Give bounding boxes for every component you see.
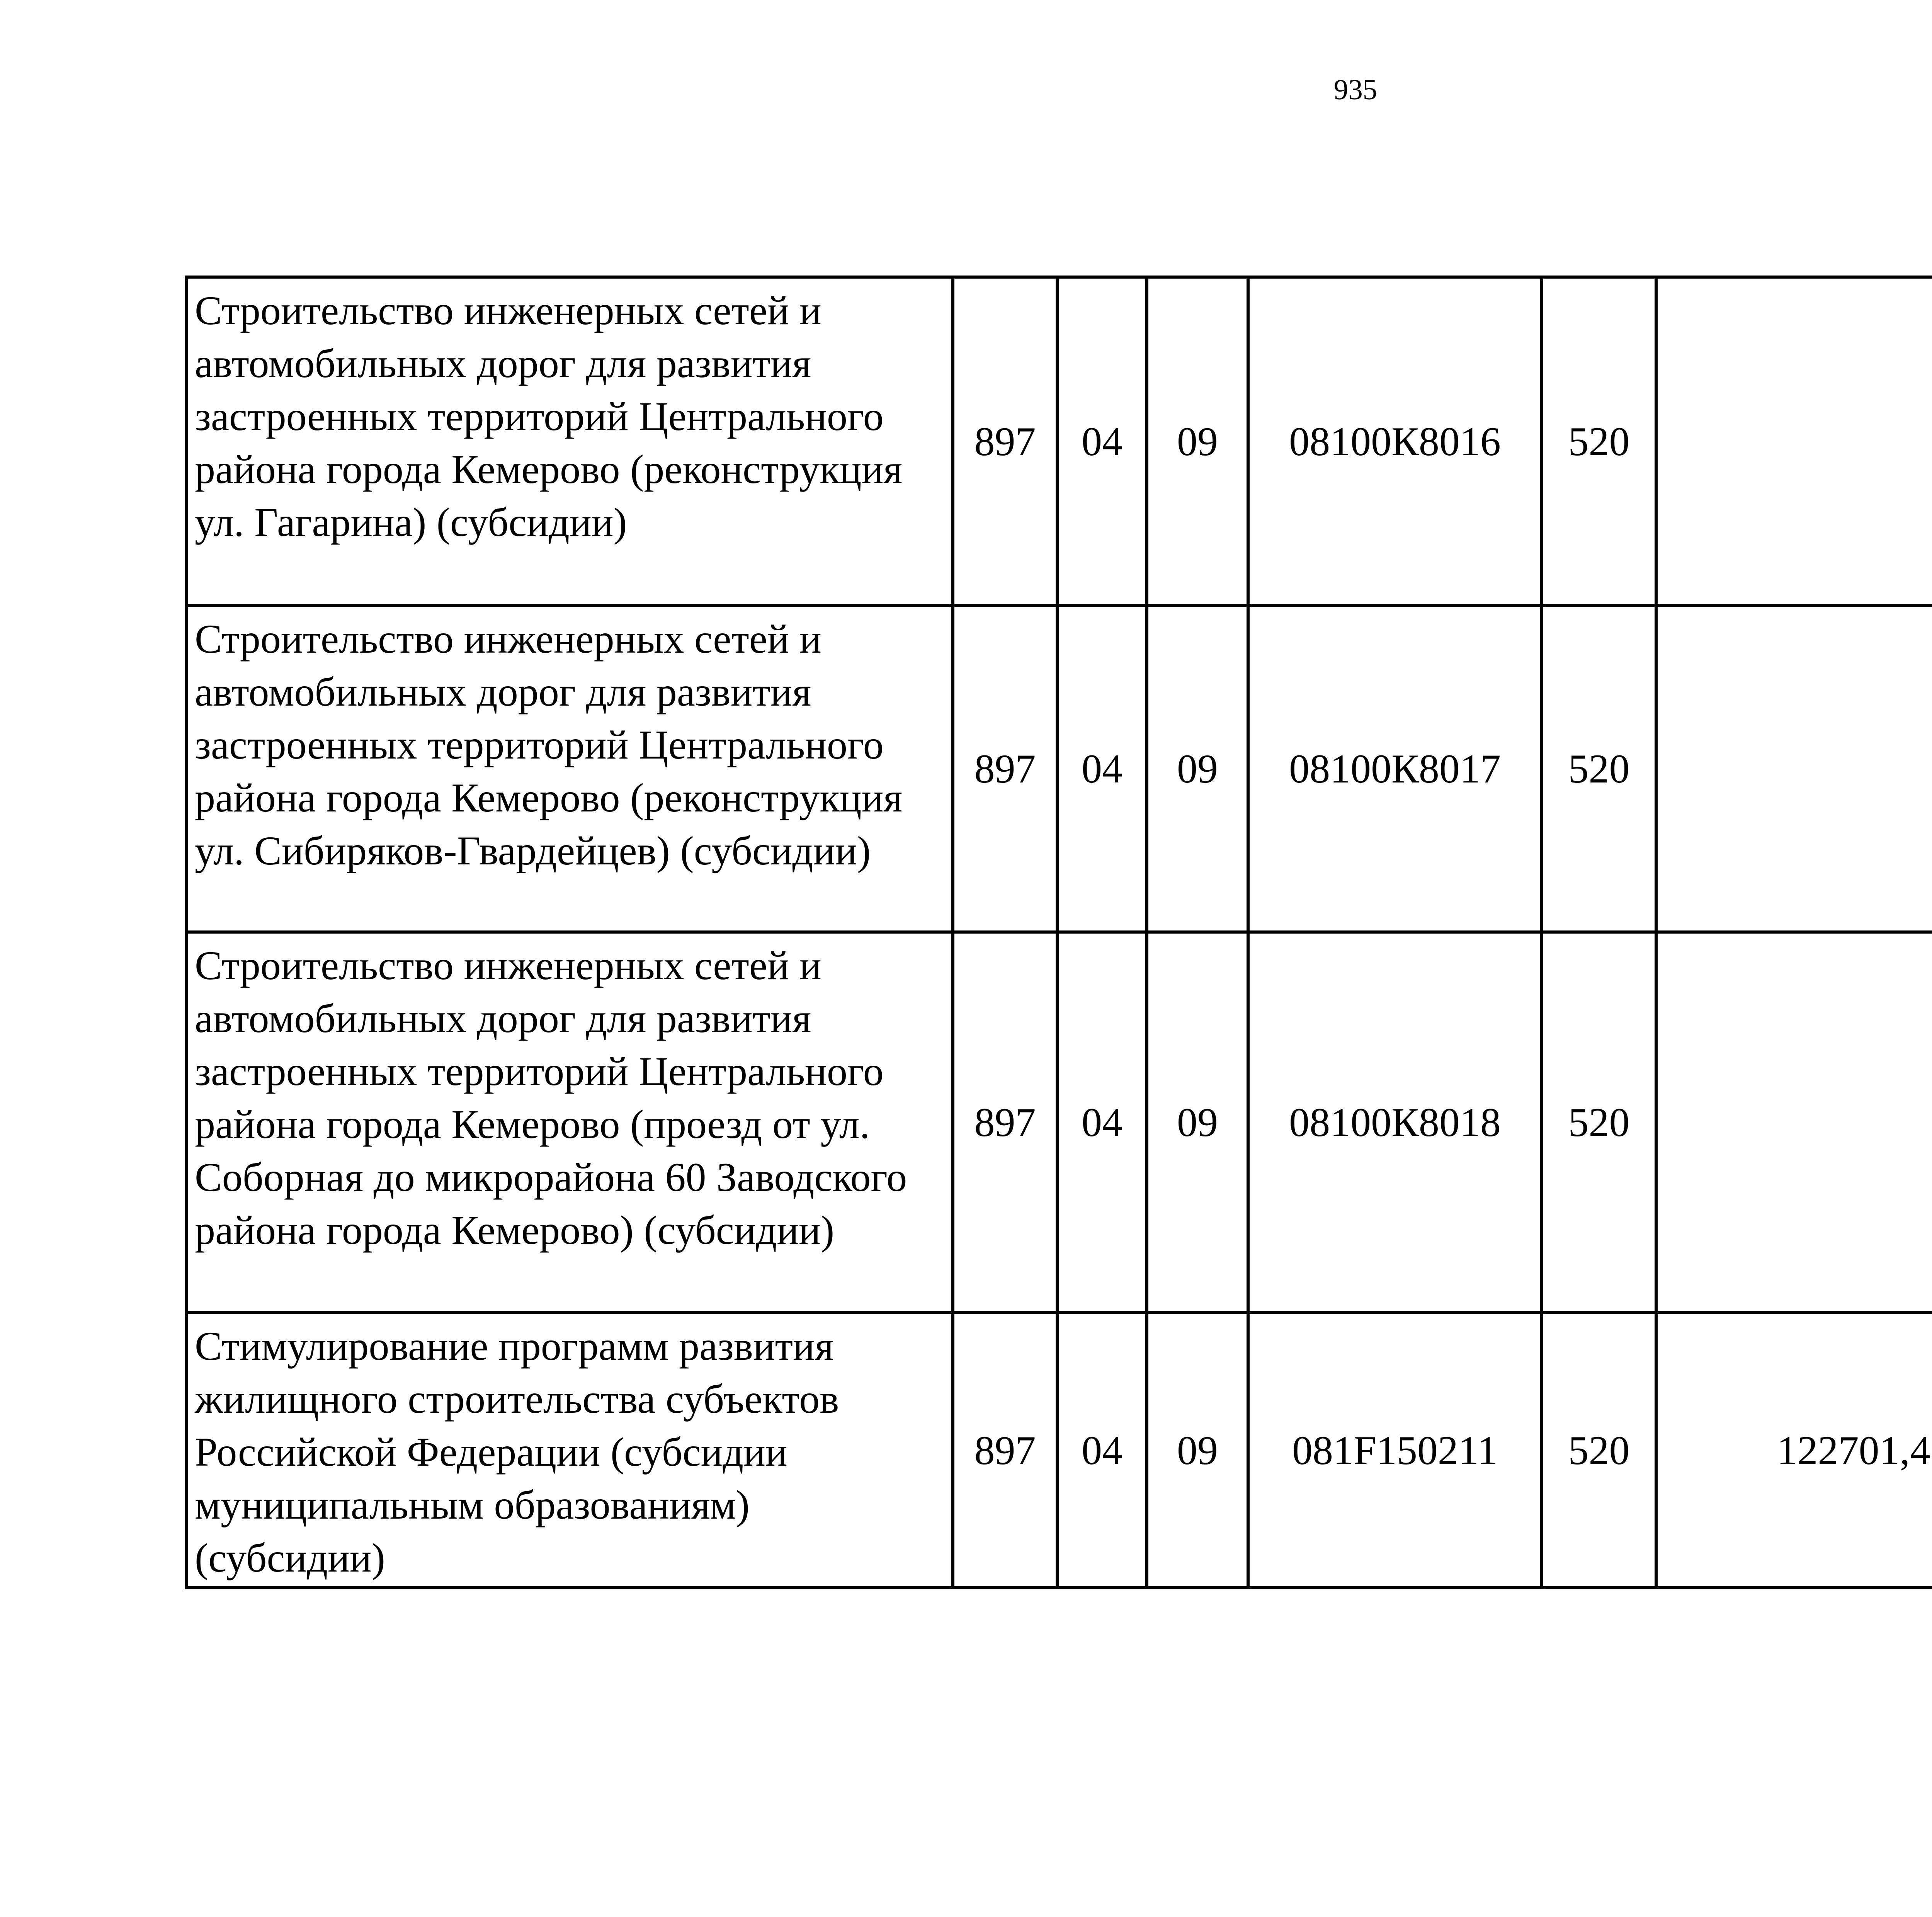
table-row	[186, 932, 1932, 1313]
table-row	[186, 277, 1932, 606]
ministry-code: 897	[953, 932, 1057, 1313]
expense-type-code: 520	[1542, 606, 1656, 932]
amount-1: 122701,4	[1656, 1313, 1932, 1588]
ministry-code: 897	[953, 277, 1057, 606]
ministry-code: 897	[953, 606, 1057, 932]
section-code: 04	[1057, 932, 1147, 1313]
expense-type-code: 520	[1542, 1313, 1656, 1588]
expense-type-code: 520	[1542, 932, 1656, 1313]
amount-1	[1656, 932, 1932, 1313]
subsection-code: 09	[1147, 277, 1248, 606]
subsection-code: 09	[1147, 932, 1248, 1313]
amount-1	[1656, 606, 1932, 932]
expense-type-code: 520	[1542, 277, 1656, 606]
subsection-code: 09	[1147, 606, 1248, 932]
row-description: Стимулирование программ развития жилищного строительства субъектов Российской Федерации (субсидии муниципальным образованиям) (субсидии)	[186, 1313, 953, 1588]
target-article-code: 08100К8018	[1248, 932, 1542, 1313]
row-description: Строительство инженерных сетей и автомобильных дорог для развития застроенных территорий Центрального района города Кемерово (реконструкция ул. Гагарина) (субсидии)	[186, 277, 953, 606]
section-code: 04	[1057, 277, 1147, 606]
amount-1	[1656, 277, 1932, 606]
section-code: 04	[1057, 1313, 1147, 1588]
ministry-code: 897	[953, 1313, 1057, 1588]
row-description: Строительство инженерных сетей и автомобильных дорог для развития застроенных территорий Центрального района города Кемерово (реконструкция ул. Сибиряков-Гвардейцев) (субсидии)	[186, 606, 953, 932]
table-row	[186, 606, 1932, 932]
table-row	[186, 1313, 1932, 1588]
budget-table	[185, 276, 1932, 1589]
target-article-code: 08100К8017	[1248, 606, 1542, 932]
section-code: 04	[1057, 606, 1147, 932]
target-article-code: 08100К8016	[1248, 277, 1542, 606]
target-article-code: 081F150211	[1248, 1313, 1542, 1588]
subsection-code: 09	[1147, 1313, 1248, 1588]
page-number: 935	[1333, 74, 1378, 106]
row-description: Строительство инженерных сетей и автомобильных дорог для развития застроенных территорий Центрального района города Кемерово (проезд от ул. Соборная до микрорайона 60 Заводского района города Кемерово) (субсидии)	[186, 932, 953, 1313]
